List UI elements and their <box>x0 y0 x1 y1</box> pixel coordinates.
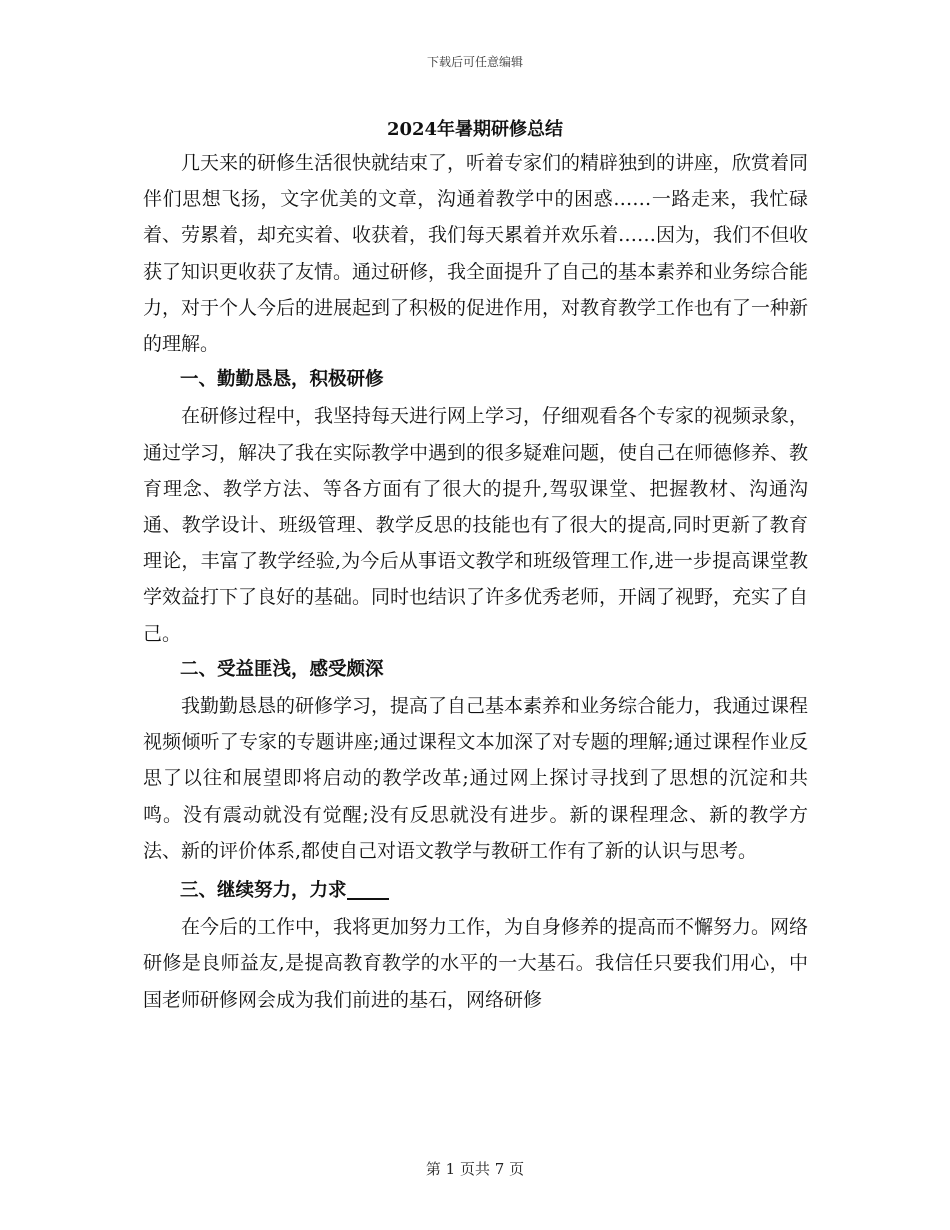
section-paragraph-1: 在研修过程中，我坚持每天进行网上学习，仔细观看各个专家的视频录象，通过学习，解决了我在实际教学中遇到的很多疑难问题，使自己在师德修养、教育理念、教学方法、等各方面有了很大的提升,驾驭课堂、把握教材、沟通沟通、教学设计、班级管理、教学反思的技能也有了很大的提高,同时更新了教育理论，丰富了教学经验,为今后从事语文教学和班级管理工作,进一步提高课堂教学效益打下了良好的基础。同时也结识了许多优秀老师，开阔了视野，充实了自己。 <box>143 405 809 645</box>
section-paragraph-2: 我勤勤恳恳的研修学习，提高了自己基本素养和业务综合能力，我通过课程视频倾听了专家的专题讲座;通过课程文本加深了对专题的理解;通过课程作业反思了以往和展望即将启动的教学改革;通过网上探讨寻找到了思想的沉淀和共鸣。没有震动就没有觉醒;没有反思就没有进步。新的课程理念、新的教学方法、新的评价体系,都使自己对语文教学与教研工作有了新的认识与思考。 <box>143 695 809 862</box>
page-number: 第 1 页共 7 页 <box>425 1160 525 1178</box>
section-heading-3 <box>143 873 808 909</box>
section-heading-1: 一、勤勤恳恳，积极研修 <box>180 369 384 391</box>
section-heading-3-text: 三、继续努力，力求 <box>180 880 347 902</box>
fill-in-blank <box>347 878 389 900</box>
document-title: 2024年暑期研修总结 <box>386 119 564 140</box>
page-header-note: 下载后可任意编辑 <box>426 55 523 69</box>
section-paragraph-3: 在今后的工作中，我将更加努力工作，为自身修养的提高而不懈努力。网络研修是良师益友,是提高教育教学的水平的一大基石。我信任只要我们用心，中国老师研修网会成为我们前进的基石，网络研修 <box>143 916 809 1011</box>
document-body <box>143 145 808 1018</box>
intro-paragraph: 几天来的研修生活很快就结束了，听着专家们的精辟独到的讲座，欣赏着同伴们思想飞扬，文字优美的文章，沟通着教学中的困惑……一路走来，我忙碌着、劳累着，却充实着、收获着，我们每天累着并欢乐着……因为，我们不但收获了知识更收获了友情。通过研修，我全面提升了自己的基本素养和业务综合能力，对于个人今后的进展起到了积极的促进作用，对教育教学工作也有了一种新的理解。 <box>143 152 809 356</box>
section-heading-2: 二、受益匪浅，感受颇深 <box>180 658 384 680</box>
